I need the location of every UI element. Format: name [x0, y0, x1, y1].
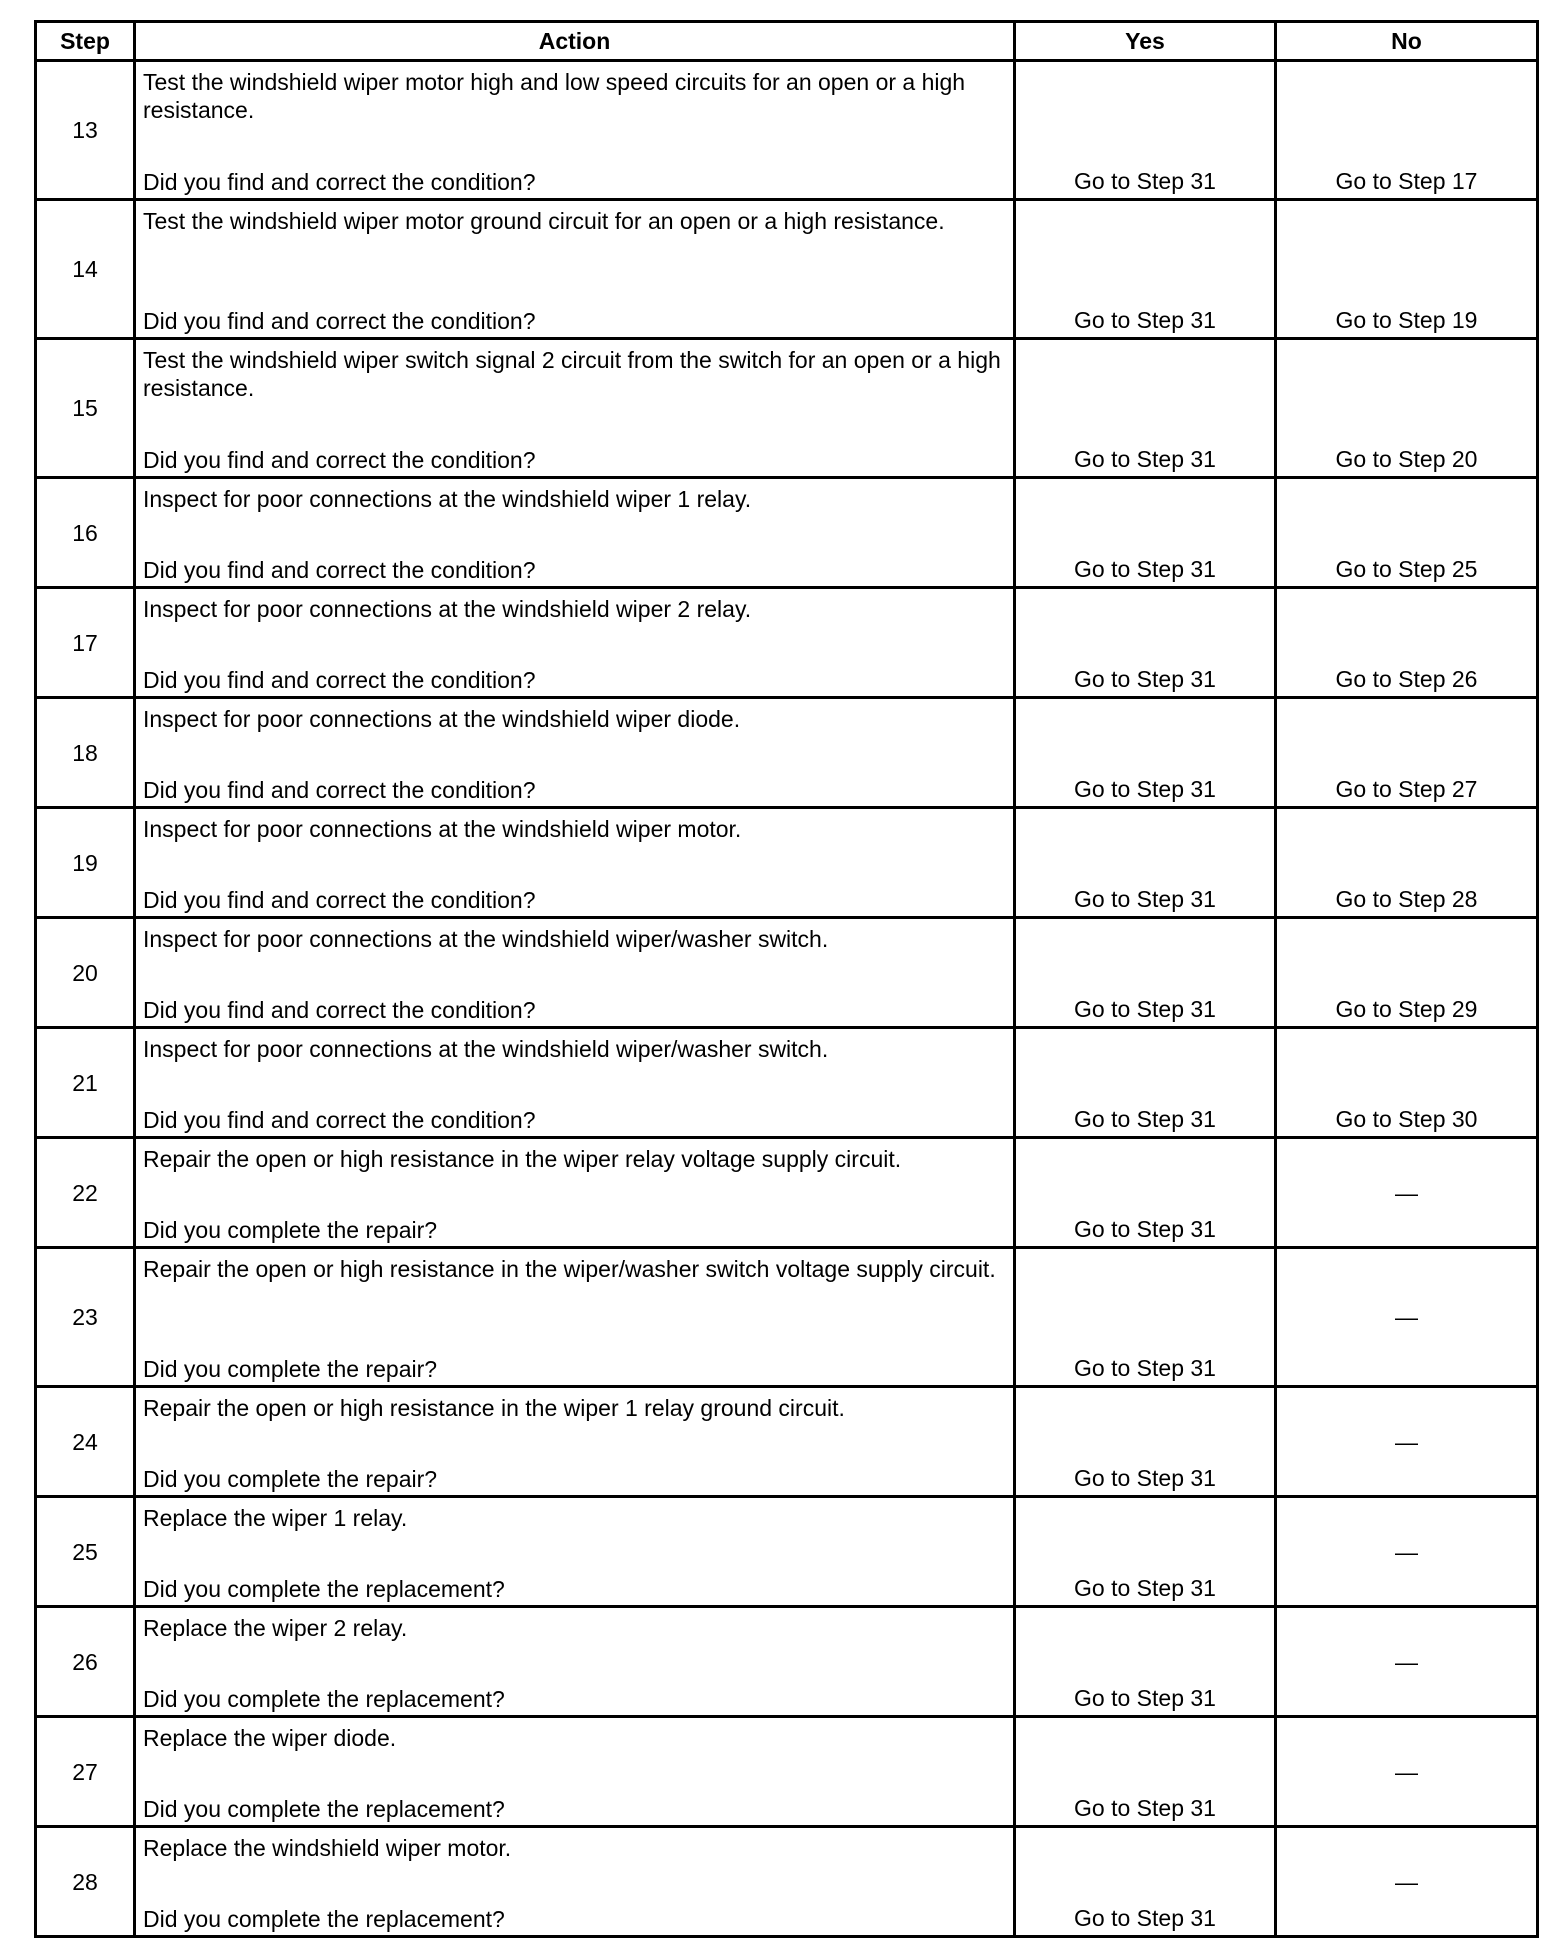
yes-result: Go to Step 31: [1015, 339, 1276, 478]
action-cell: [135, 1248, 1015, 1387]
action-cell: [135, 200, 1015, 339]
yes-result: Go to Step 31: [1015, 1138, 1276, 1248]
step-number: 24: [36, 1387, 135, 1497]
no-result: Go to Step 28: [1276, 808, 1538, 918]
table-row: [36, 1028, 1538, 1138]
action-text: Inspect for poor connections at the windshield wiper 1 relay.: [143, 486, 752, 512]
table-row: [36, 200, 1538, 339]
header-action: Action: [135, 22, 1015, 61]
step-number: 16: [36, 478, 135, 588]
step-number: 20: [36, 918, 135, 1028]
action-text: Repair the open or high resistance in the wiper/washer switch voltage supply circuit.: [143, 1256, 996, 1282]
no-result: —: [1276, 1497, 1538, 1607]
table-row: [36, 808, 1538, 918]
step-number: 13: [36, 61, 135, 200]
action-question: Did you find and correct the condition?: [143, 997, 536, 1023]
action-text: Inspect for poor connections at the windshield wiper/washer switch.: [143, 926, 829, 952]
action-text: Inspect for poor connections at the windshield wiper 2 relay.: [143, 596, 752, 622]
action-text: Repair the open or high resistance in the wiper 1 relay ground circuit.: [143, 1395, 845, 1421]
action-question: Did you find and correct the condition?: [143, 777, 536, 803]
yes-result: Go to Step 31: [1015, 200, 1276, 339]
action-text: Inspect for poor connections at the windshield wiper/washer switch.: [143, 1036, 829, 1062]
yes-result: Go to Step 31: [1015, 478, 1276, 588]
action-question: Did you complete the repair?: [143, 1217, 438, 1243]
yes-result: Go to Step 31: [1015, 1497, 1276, 1607]
header-row: [36, 22, 1538, 61]
no-result: Go to Step 27: [1276, 698, 1538, 808]
action-question: Did you find and correct the condition?: [143, 308, 536, 334]
table-row: [36, 1387, 1538, 1497]
step-number: 28: [36, 1827, 135, 1937]
no-result: Go to Step 20: [1276, 339, 1538, 478]
step-number: 15: [36, 339, 135, 478]
step-number: 14: [36, 200, 135, 339]
yes-result: Go to Step 31: [1015, 1248, 1276, 1387]
no-result: Go to Step 30: [1276, 1028, 1538, 1138]
step-number: 17: [36, 588, 135, 698]
yes-result: Go to Step 31: [1015, 1827, 1276, 1937]
action-cell: [135, 918, 1015, 1028]
yes-result: Go to Step 31: [1015, 698, 1276, 808]
no-result: Go to Step 25: [1276, 478, 1538, 588]
action-cell: [135, 588, 1015, 698]
action-cell: [135, 1827, 1015, 1937]
yes-result: Go to Step 31: [1015, 1717, 1276, 1827]
action-cell: [135, 1717, 1015, 1827]
yes-result: Go to Step 31: [1015, 1387, 1276, 1497]
step-number: 22: [36, 1138, 135, 1248]
action-cell: [135, 1497, 1015, 1607]
no-result: Go to Step 19: [1276, 200, 1538, 339]
no-result: —: [1276, 1248, 1538, 1387]
yes-result: Go to Step 31: [1015, 588, 1276, 698]
no-result: Go to Step 29: [1276, 918, 1538, 1028]
table-row: [36, 918, 1538, 1028]
action-text: Replace the wiper diode.: [143, 1725, 397, 1751]
no-result: —: [1276, 1607, 1538, 1717]
action-question: Did you complete the repair?: [143, 1466, 438, 1492]
step-number: 23: [36, 1248, 135, 1387]
action-text: Replace the windshield wiper motor.: [143, 1835, 512, 1861]
no-result: —: [1276, 1827, 1538, 1937]
yes-result: Go to Step 31: [1015, 1028, 1276, 1138]
action-cell: [135, 1028, 1015, 1138]
action-cell: [135, 339, 1015, 478]
table-row: [36, 478, 1538, 588]
no-result: Go to Step 17: [1276, 61, 1538, 200]
no-result: —: [1276, 1717, 1538, 1827]
action-text: Repair the open or high resistance in the wiper relay voltage supply circuit.: [143, 1146, 902, 1172]
table-row: [36, 1607, 1538, 1717]
table-row: [36, 698, 1538, 808]
action-question: Did you find and correct the condition?: [143, 667, 536, 693]
action-question: Did you find and correct the condition?: [143, 557, 536, 583]
yes-result: Go to Step 31: [1015, 61, 1276, 200]
diagnostic-table: [34, 20, 1539, 1938]
action-question: Did you complete the repair?: [143, 1356, 438, 1382]
action-question: Did you find and correct the condition?: [143, 169, 536, 195]
action-question: Did you complete the replacement?: [143, 1906, 505, 1932]
table-row: [36, 1717, 1538, 1827]
step-number: 26: [36, 1607, 135, 1717]
action-text: Inspect for poor connections at the windshield wiper diode.: [143, 706, 741, 732]
action-question: Did you find and correct the condition?: [143, 447, 536, 473]
table-row: [36, 1497, 1538, 1607]
action-question: Did you complete the replacement?: [143, 1576, 505, 1602]
table-row: [36, 1248, 1538, 1387]
action-question: Did you find and correct the condition?: [143, 887, 536, 913]
table-row: [36, 1827, 1538, 1937]
action-question: Did you complete the replacement?: [143, 1686, 505, 1712]
action-question: Did you complete the replacement?: [143, 1796, 505, 1822]
action-text: Replace the wiper 1 relay.: [143, 1505, 408, 1531]
step-number: 25: [36, 1497, 135, 1607]
yes-result: Go to Step 31: [1015, 918, 1276, 1028]
no-result: —: [1276, 1387, 1538, 1497]
action-cell: [135, 478, 1015, 588]
action-text: Inspect for poor connections at the windshield wiper motor.: [143, 816, 742, 842]
table-row: [36, 339, 1538, 478]
step-number: 18: [36, 698, 135, 808]
action-cell: [135, 698, 1015, 808]
no-result: —: [1276, 1138, 1538, 1248]
action-question: Did you find and correct the condition?: [143, 1107, 536, 1133]
action-cell: [135, 1607, 1015, 1717]
table-row: [36, 1138, 1538, 1248]
action-text: Test the windshield wiper motor ground circuit for an open or a high resistance.: [143, 208, 945, 234]
action-cell: [135, 1138, 1015, 1248]
table-row: [36, 588, 1538, 698]
no-result: Go to Step 26: [1276, 588, 1538, 698]
action-text: Replace the wiper 2 relay.: [143, 1615, 408, 1641]
action-cell: [135, 808, 1015, 918]
step-number: 19: [36, 808, 135, 918]
step-number: 21: [36, 1028, 135, 1138]
action-cell: [135, 1387, 1015, 1497]
header-no: No: [1276, 22, 1538, 61]
action-text: Test the windshield wiper switch signal 2 circuit from the switch for an open or a high resistance.: [143, 347, 1001, 401]
table-row: [36, 61, 1538, 200]
header-step: Step: [36, 22, 135, 61]
step-number: 27: [36, 1717, 135, 1827]
header-yes: Yes: [1015, 22, 1276, 61]
yes-result: Go to Step 31: [1015, 1607, 1276, 1717]
action-cell: [135, 61, 1015, 200]
action-text: Test the windshield wiper motor high and low speed circuits for an open or a high resistance.: [143, 69, 966, 123]
yes-result: Go to Step 31: [1015, 808, 1276, 918]
